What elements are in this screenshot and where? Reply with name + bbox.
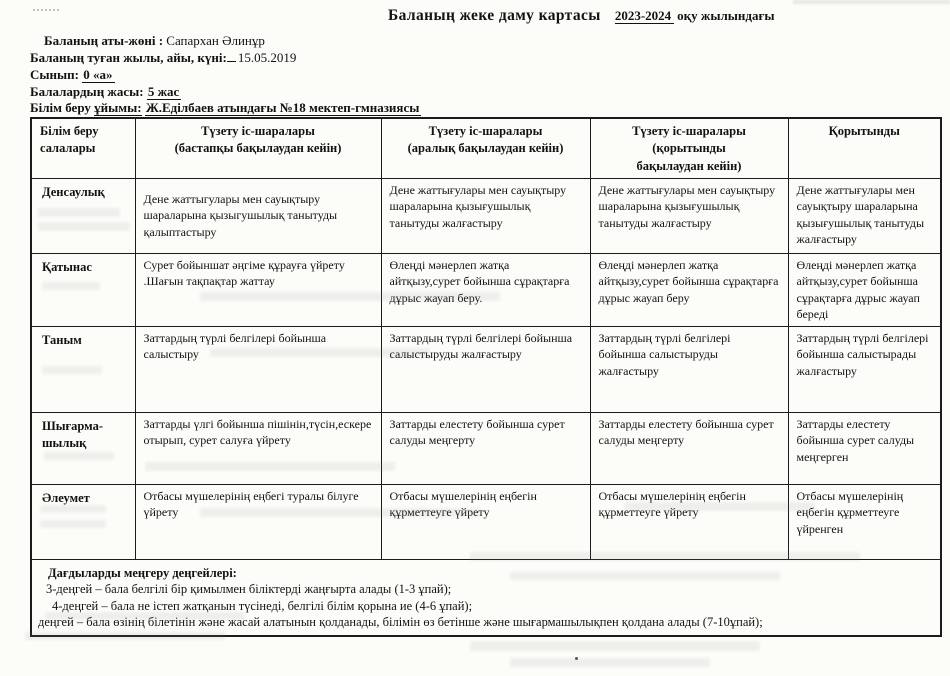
bleedthrough-smudge [470, 641, 760, 651]
table-row-social [31, 484, 941, 559]
table-cell: Дене жаттығулары мен сауықтыру шараларына қызығушылық танытуды жалғастыру [788, 178, 941, 253]
table-cell: Заттардың түрлі белгілері бойынша салыстыруды жалғастыру [590, 326, 788, 412]
scan-noise-dots [33, 9, 59, 11]
table-cell: Отбасы мүшелерінің еңбегін құрметтеуге үйрету [381, 484, 590, 559]
bleedthrough-smudge [510, 658, 710, 667]
column-header-initial [135, 118, 381, 178]
scan-edge-band [793, 0, 950, 4]
column-header-areas [31, 118, 135, 178]
age-label: Балалардың жасы: [30, 84, 144, 99]
institution-label-2: ұйымы: [94, 100, 142, 115]
header-subtitle: (бастапқы бақылаудан кейін) [174, 141, 342, 156]
area-label: Шығарма-шылық [31, 412, 135, 484]
table-row-creativity [31, 412, 941, 484]
table-cell: Дене жаттығулары мен сауықтыру шараларына қызығушылық танытуды жалғастыру [381, 178, 590, 253]
header-title: Қорытынды [828, 124, 900, 138]
title-text: Баланың жеке даму картасы [388, 7, 601, 24]
info-line-birthdate [30, 50, 296, 66]
info-line-age [30, 84, 181, 100]
area-label: Денсаулық [31, 178, 135, 253]
info-line-class [30, 67, 115, 83]
header-subtitle: (аралық бақылаудан кейін) [407, 141, 564, 156]
area-label: Қатынас [31, 253, 135, 326]
legend-item: 3-деңгей – бала белгілі бір қимылмен біліктерді жаңғырта алады (1-3 ұпай); [46, 582, 452, 597]
legend-item: 4-деңгей – бала не істеп жатқанын түсінеді, белгілі білім қорына ие (4-6 ұпай); [52, 598, 473, 613]
school-year: 2023-2024 [615, 8, 674, 24]
table-cell: Отбасы мүшелерінің еңбегі туралы білуге үйрету [135, 484, 381, 559]
column-header-final [590, 118, 788, 178]
name-value: Сапархан Әлинұр [166, 33, 265, 48]
legend-item: деңгей – бала өзінің білетінін және жасай алатынын қолданады, білімін өз бетінше және шығармашылықпен қолдана алады (7-10ұпай); [38, 615, 763, 630]
table-row-communication [31, 253, 941, 326]
document-title [388, 7, 775, 25]
age-value: 5 жас [147, 84, 180, 99]
table-cell: Заттарды елестету бойынша сурет салуды меңгерту [590, 412, 788, 484]
table-cell: Заттарды елестету бойынша сурет салуды меңгерген [788, 412, 941, 484]
header-title: Түзету іс-шаралары [428, 124, 543, 138]
area-label: Таным [31, 326, 135, 412]
header-subtitle: (қорытынды [652, 141, 726, 156]
header-title: Түзету іс-шаралары [201, 124, 315, 138]
class-label: Сынып: [30, 67, 79, 82]
table-cell: Өлеңді мәнерлеп жатқа айтқызу,сурет бойынша сұрақтарға дұрыс жауап береді [788, 253, 941, 326]
table-cell: Заттарды үлгі бойынша пішінін,түсін,ескере отырып, сурет салуға үйрету [135, 412, 381, 484]
legend-row [31, 559, 941, 636]
table-cell: Өлеңді мәнерлеп жатқа айтқызу,сурет бойынша сұрақтарға дұрыс жауап беру. [381, 253, 590, 326]
table-row-health [31, 178, 941, 253]
area-label: Әлеумет [31, 484, 135, 559]
info-line-name [44, 33, 265, 49]
column-header-result [788, 118, 941, 178]
table-cell: Дене жаттығулары мен сауықтыру шараларына қызығушылық танытуды жалғастыру [590, 178, 788, 253]
table-cell: Отбасы мүшелерінің еңбегін құрметтеуге үйрету [590, 484, 788, 559]
underscore-mark [227, 51, 236, 62]
table-row-cognition [31, 326, 941, 412]
table-cell: Заттарды елестету бойынша сурет салуды меңгерту [381, 412, 590, 484]
table-cell: Отбасы мүшелерінің еңбегін құрметтеуге үйренген [788, 484, 941, 559]
table-cell: Өлеңді мәнерлеп жатқа айтқызу,сурет бойынша сұрақтарға дұрыс жауап беру [590, 253, 788, 326]
header-subtitle: бақылаудан кейін) [636, 158, 742, 173]
legend-cell [31, 559, 941, 636]
header-title: Білім беру салалары [40, 124, 99, 156]
birthdate-label: Баланың туған жылы, айы, күні: [30, 50, 227, 65]
class-value: 0 «а» [83, 67, 113, 82]
table-cell: Заттардың түрлі белгілері бойынша салыстыру [135, 326, 381, 412]
table-cell: Дене жаттыгулары мен сауықтыру шараларына қызыгушылық танытуды қалыптастыру [135, 178, 381, 253]
institution-value: Ж.Еділбаев атындағы №18 мектеп-гмназиясы [145, 100, 420, 115]
column-header-interim [381, 118, 590, 178]
name-label: Баланың аты-жөні : [44, 33, 164, 48]
table-cell: Заттардың түрлі белгілері бойынша салыстырады жалғастыру [788, 326, 941, 412]
table-header-row [31, 118, 941, 178]
legend-title: Дағдыларды меңгеру деңгейлері: [48, 565, 237, 580]
scan-dot [575, 657, 578, 660]
birthdate-value: 15.05.2019 [237, 50, 297, 65]
header-title: Түзету іс-шаралары [632, 124, 746, 138]
development-table [30, 117, 942, 637]
school-year-suffix: оқу жылындағы [677, 8, 775, 23]
table-cell: Заттардың түрлі белгілері бойынша салыстыруды жалғастыру [381, 326, 590, 412]
info-line-institution [30, 100, 421, 116]
institution-label: Білім беру [30, 100, 91, 115]
table-cell: Сурет бойыншат әңгіме құрауға үйрету .Шағын тақпақтар жаттау [135, 253, 381, 326]
